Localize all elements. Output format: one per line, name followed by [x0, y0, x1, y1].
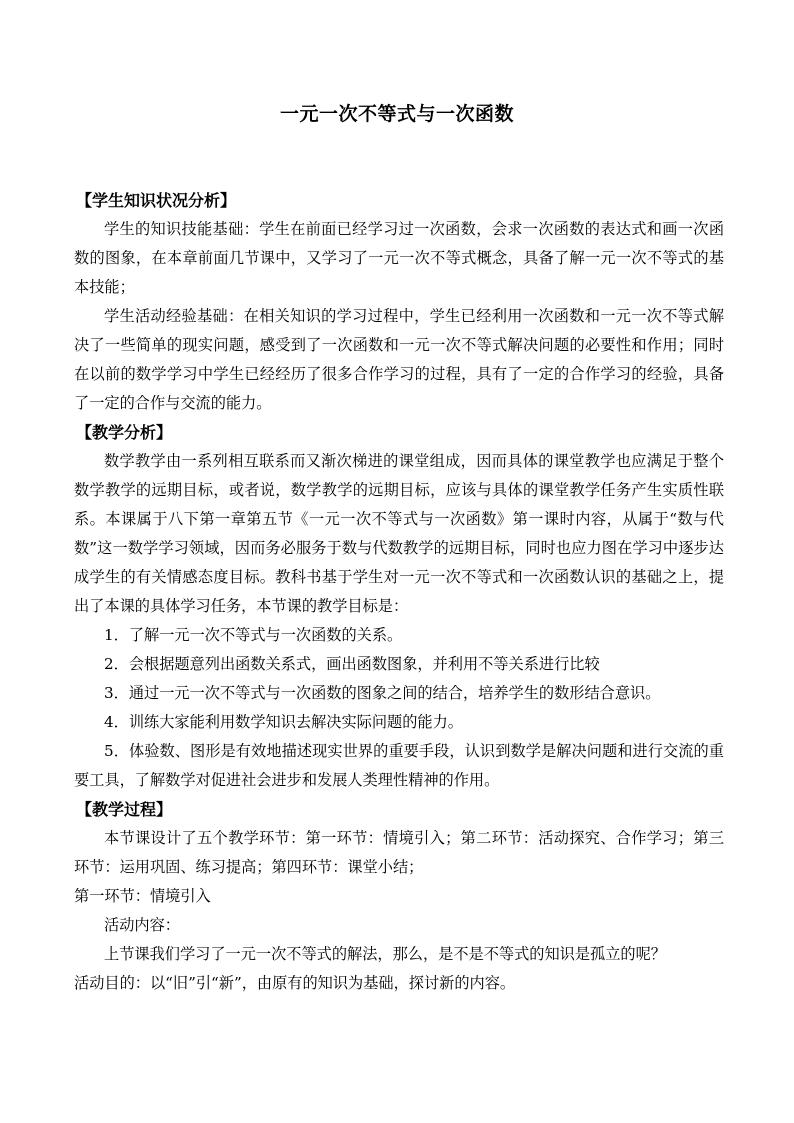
section-student-analysis: [74, 186, 724, 418]
activity-content-label: 活动内容：: [104, 916, 180, 934]
paragraph: 本节课设计了五个教学环节：第一环节：情境引入；第二环节：活动探究、合作学习；第三环节：运用巩固、练习提高；第四环节：课堂小结；: [74, 829, 724, 876]
section-heading: 【教学过程】: [76, 800, 173, 819]
objective-item: 3．通过一元一次不等式与一次函数的图象之间的结合，培养学生的数形结合意识。: [104, 684, 661, 702]
objective-item: 2．会根据题意列出函数关系式，画出函数图象，并利用不等关系进行比较: [104, 655, 600, 673]
activity-goal: 活动目的：以“旧”引“新”，由原有的知识为基础，探讨新的内容。: [74, 974, 516, 992]
objective-item: 1．了解一元一次不等式与一次函数的关系。: [104, 626, 403, 644]
section-heading: 【教学分析】: [76, 423, 173, 442]
document-body: [74, 186, 724, 998]
objective-item: 5．体验数、图形是有效地描述现实世界的重要手段，认识到数学是解决问题和进行交流的重要工具，了解数学对促进社会进步和发展人类理性精神的作用。: [74, 742, 724, 789]
paragraph: 数学教学由一系列相互联系而又渐次梯进的课堂组成，因而具体的课堂教学也应满足于整个数学教学的远期目标，或者说，数学教学的远期目标，应该与具体的课堂教学任务产生实质性联系。本课属于八下第一章第五节《一元一次不等式与一次函数》第一课时内容，从属于“数与代数”这一数学学习领域，因而务必服务于数与代数教学的远期目标，同时也应力图在学习中逐步达成学生的有关情感态度目标。教科书基于学生对一元一次不等式和一次函数认识的基础之上，提出了本课的具体学习任务，本节课的教学目标是：: [74, 452, 724, 615]
section-heading: 【学生知识状况分析】: [76, 191, 237, 210]
section-teaching-analysis: [74, 418, 724, 795]
section-teaching-process: [74, 795, 724, 998]
activity-content: 上节课我们学习了一元一次不等式的解法，那么，是不是不等式的知识是孤立的呢？: [104, 945, 666, 963]
objective-item: 4．训练大家能利用数学知识去解决实际问题的能力。: [104, 713, 463, 731]
paragraph: 学生的知识技能基础：学生在前面已经学习过一次函数，会求一次函数的表达式和画一次函数的图象，在本章前面几节课中，又学习了一元一次不等式概念，具备了解一元一次不等式的基本技能；: [74, 220, 724, 296]
step-title: 第一环节：情境引入: [74, 887, 211, 905]
document-title: 一元一次不等式与一次函数: [279, 103, 514, 125]
paragraph: 学生活动经验基础：在相关知识的学习过程中，学生已经利用一次函数和一元一次不等式解决了一些简单的现实问题，感受到了一次函数和一元一次不等式解决问题的必要性和作用；同时在以前的数学学习中学生已经经历了很多合作学习的过程，具有了一定的合作学习的经验，具备了一定的合作与交流的能力。: [74, 307, 724, 412]
